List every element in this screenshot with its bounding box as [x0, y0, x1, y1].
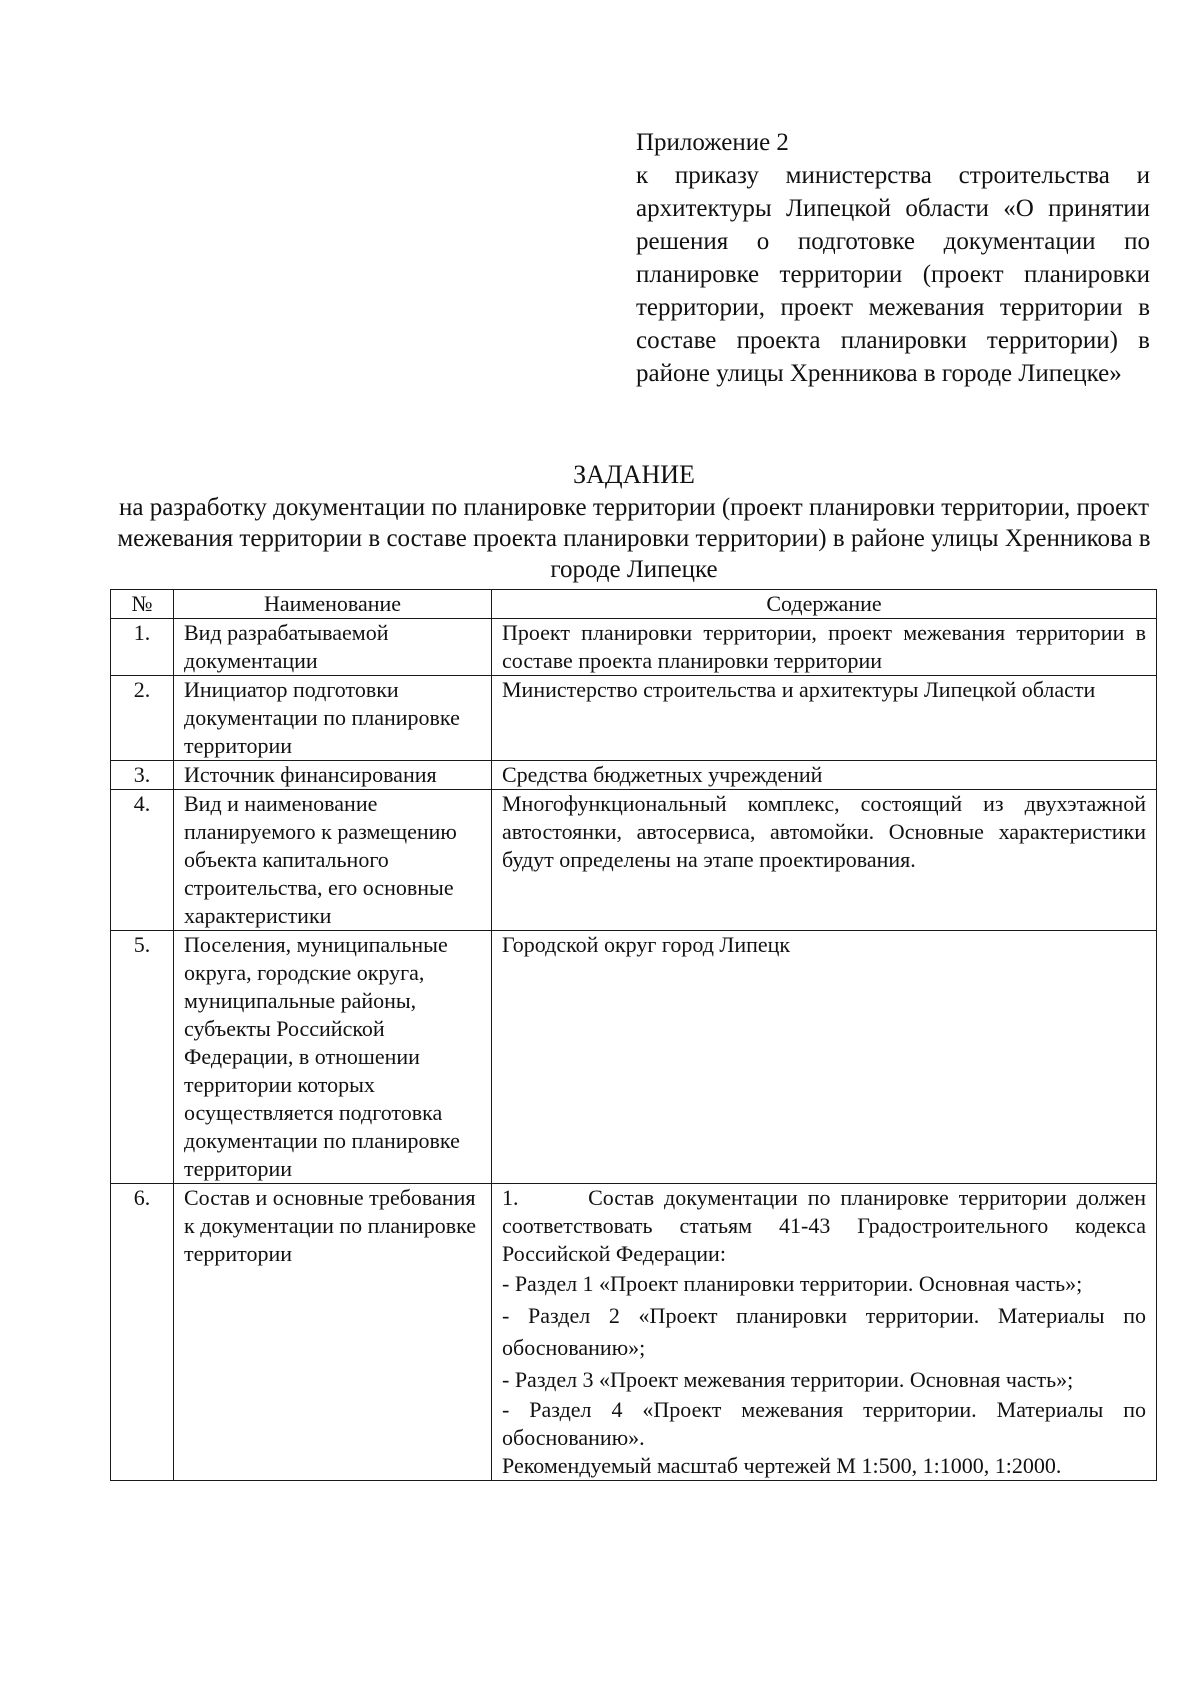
appendix-text: к приказу министерства строительства и архитектуры Липецкой области «О принятии решения о подготовке документации по планировке территории (проект планировки территории, проект межевания территории в составе проекта планировки территории) в районе улицы Хренникова в городе Липецке» — [636, 162, 1150, 387]
appendix-title: Приложение 2 — [636, 129, 789, 156]
row-name: Инициатор подготовки документации по планировке территории — [174, 676, 492, 761]
row-content: Министерство строительства и архитектуры Липецкой области — [492, 676, 1157, 761]
row-name: Вид и наименование планируемого к размещению объекта капитального строительства, его основные характеристики — [174, 790, 492, 931]
content-paragraph: - Раздел 3 «Проект межевания территории. Основная часть»; — [502, 1367, 1074, 1392]
row-name: Поселения, муниципальные округа, городские округа, муниципальные районы, субъекты Российской Федерации, в отношении территории которых осуществляется подготовка документации по планировке территории — [174, 931, 492, 1184]
table-row — [111, 761, 1157, 790]
content-paragraph: - Раздел 1 «Проект планировки территории. Основная часть»; — [502, 1271, 1083, 1296]
appendix-block — [636, 126, 1150, 390]
row-number: 5. — [111, 931, 174, 1184]
task-title: ЗАДАНИЕ — [573, 460, 695, 489]
header-number: № — [111, 590, 174, 619]
table-row — [111, 931, 1157, 1184]
task-table — [110, 589, 1157, 1481]
content-paragraph: 1. Состав документации по планировке территории должен соответствовать статьям 41-43 Градостроительного кодекса Российской Федерации: — [502, 1185, 1146, 1266]
row-number: 4. — [111, 790, 174, 931]
content-paragraph: - Раздел 4 «Проект межевания территории. Материалы по обоснованию». — [502, 1397, 1146, 1450]
row-content: Проект планировки территории, проект межевания территории в составе проекта планировки территории — [492, 619, 1157, 676]
row-name: Вид разрабатываемой документации — [174, 619, 492, 676]
row-number: 6. — [111, 1184, 174, 1481]
row-number: 1. — [111, 619, 174, 676]
row-number: 2. — [111, 676, 174, 761]
table-header-row — [111, 590, 1157, 619]
task-subtitle: на разработку документации по планировке территории (проект планировки территории, проект межевания территории в составе проекта планировки территории) в районе улицы Хренникова в городе Липецке — [117, 494, 1151, 583]
row-name: Состав и основные требования к документации по планировке территории — [174, 1184, 492, 1481]
row-name: Источник финансирования — [174, 761, 492, 790]
table-row — [111, 1184, 1157, 1481]
table-row — [111, 619, 1157, 676]
row-content — [492, 1184, 1157, 1481]
content-paragraph: Рекомендуемый масштаб чертежей М 1:500, 1:1000, 1:2000. — [502, 1453, 1062, 1478]
table-row — [111, 676, 1157, 761]
table-row — [111, 790, 1157, 931]
content-paragraph: - Раздел 2 «Проект планировки территории. Материалы по обоснованию»; — [502, 1303, 1146, 1360]
header-name: Наименование — [174, 590, 492, 619]
row-content: Средства бюджетных учреждений — [492, 761, 1157, 790]
header-content: Содержание — [492, 590, 1157, 619]
row-number: 3. — [111, 761, 174, 790]
row-content: Городской округ город Липецк — [492, 931, 1157, 1184]
task-heading — [110, 458, 1158, 585]
row-content: Многофункциональный комплекс, состоящий из двухэтажной автостоянки, автосервиса, автомойки. Основные характеристики будут определены на этапе проектирования. — [492, 790, 1157, 931]
